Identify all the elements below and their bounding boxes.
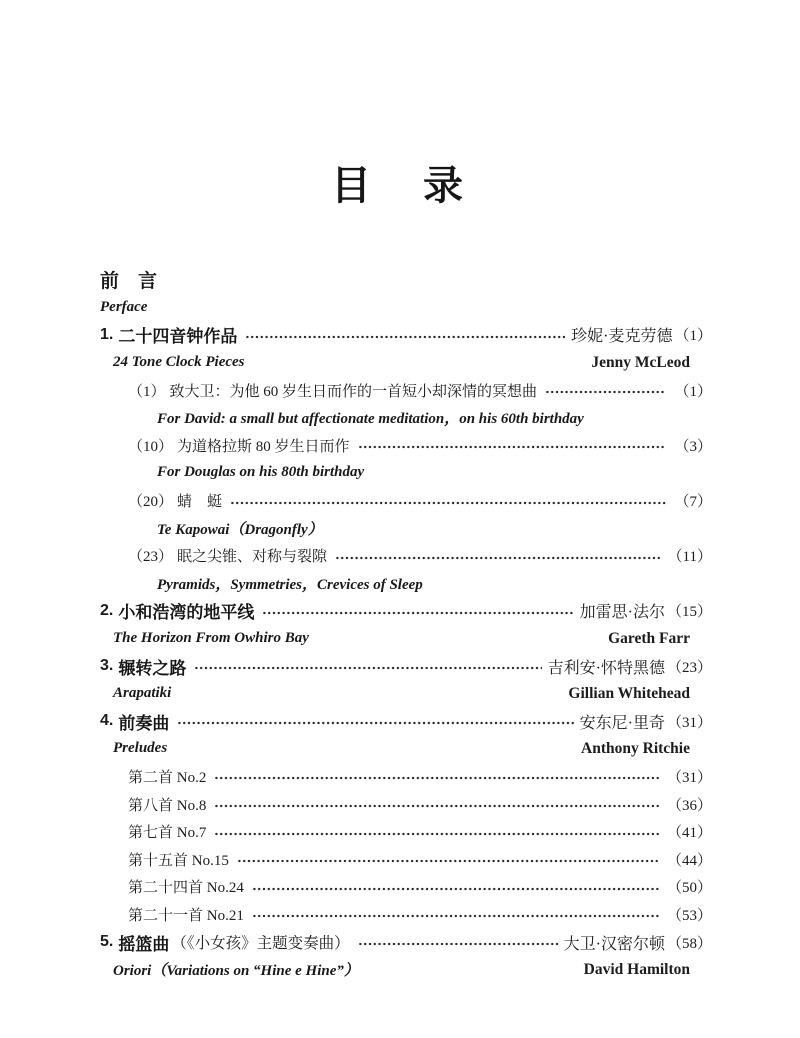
toc-entry-en-row [100,625,712,653]
subentry-page-number: （36） [666,797,712,814]
entry-author-en: Anthony Ritchie [581,739,690,757]
subentry-title-en: Pyramids，Symmetries，Crevices of Sleep [157,576,423,593]
toc-entry-cn-row [100,652,712,680]
dot-leader [358,938,558,950]
entry-title-cn: 二十四音钟作品 [118,327,238,347]
toc-entries [100,321,712,983]
toc-entry-en-row [100,349,712,377]
entry-title-en: Oriori（Variations on “Hine e Hine”） [113,963,359,980]
dot-leader [194,662,541,674]
preface-row-en [100,294,712,322]
subentry-title-cn: 第七首 No.7 [128,825,207,842]
entry-page-number: （31） [666,714,712,731]
toc-subentry-cn-row [100,763,712,791]
subentry-page-number: （53） [666,907,712,924]
entry-author-en: Jenny McLeod [591,353,690,371]
toc-entry-cn-row [100,321,712,349]
subentry-title-cn: 第二十一首 No.21 [128,907,244,924]
dot-leader [214,828,659,840]
entry-title-cn: 辗转之路 [118,658,187,678]
toc-subentry-cn-row [100,432,712,460]
toc-subentry-en-row [100,459,712,487]
entry-number: 2. [100,601,114,619]
entry-title-cn: 小和浩湾的地平线 [118,603,255,623]
preface-heading-en: Perface [100,298,148,315]
preface-heading-cn: 前 言 [100,271,158,293]
toc-entry-cn-row [100,708,712,736]
subentry-title-cn: 致大卫：为他 60 岁生日而作的一首短小却深情的冥想曲 [169,383,538,400]
entry-author-cn: 加雷思·法尔 [579,604,665,622]
subentry-title-cn: 第八首 No.8 [128,797,207,814]
entry-title-en: The Horizon From Owhiro Bay [113,630,309,647]
subentry-page-number: （7） [674,494,712,511]
entry-title-en: Preludes [113,740,168,757]
subentry-label: （10） [128,438,174,455]
toc-subentry-en-row [100,570,712,598]
entry-page-number: （58） [666,935,712,952]
dot-leader [177,717,573,729]
preface-row-cn [100,266,712,294]
subentry-label: （20） [128,494,174,511]
subentry-page-number: （31） [666,769,712,786]
subentry-title-en: Te Kapowai（Dragonfly） [157,521,323,538]
toc-subentry-cn-row [100,873,712,901]
subentry-page-number: （41） [666,825,712,842]
toc-subentry-cn-row [100,542,712,570]
entry-author-cn: 大卫·汉密尔顿 [563,935,665,953]
entry-number: 4. [100,712,114,730]
subentry-title-cn: 第二十四首 No.24 [128,880,244,897]
entry-author-en: David Hamilton [583,960,690,978]
toc-subentry-cn-row [100,901,712,929]
entry-title-cn: 摇篮曲 [118,934,170,954]
toc-entry-cn-row [100,928,712,956]
subentry-title-cn: 第二首 No.2 [128,769,207,786]
subentry-title-cn: 第十五首 No.15 [128,852,229,869]
subentry-title-cn: 为道格拉斯 80 岁生日而作 [177,438,350,455]
entry-author-cn: 珍妮·麦克劳德 [571,328,673,346]
entry-author-cn: 吉利安·怀特黑德 [547,659,665,677]
dot-leader [252,910,659,922]
toc-subentry-cn-row [100,487,712,515]
entry-title-en: 24 Tone Clock Pieces [113,354,245,371]
entry-number: 5. [100,933,114,951]
entry-author-en: Gillian Whitehead [568,684,690,702]
subentry-title-cn: 眠之尖锥、对称与裂隙 [177,549,328,566]
toc-subentry-en-row [100,404,712,432]
subentry-label: （1） [128,383,166,400]
dot-leader [245,331,565,343]
toc-subentry-en-row [100,514,712,542]
toc-list [100,266,712,983]
entry-number: 3. [100,657,114,675]
subentry-label: （23） [128,549,174,566]
subentry-page-number: （50） [666,880,712,897]
toc-entry-en-row [100,735,712,763]
subentry-title-en: For David: a small but affectionate meditation，on his 60th birthday [157,411,584,428]
entry-page-number: （1） [674,328,712,345]
subentry-page-number: （44） [666,852,712,869]
toc-entry-en-row [100,680,712,708]
toc-subentry-cn-row [100,818,712,846]
dot-leader [230,497,666,509]
dot-leader [358,441,667,453]
toc-subentry-cn-row [100,376,712,404]
page-title: 目 录 [331,163,469,208]
toc-entry-en-row [100,956,712,984]
entry-page-number: （15） [666,604,712,621]
toc-subentry-cn-row [100,845,712,873]
entry-number: 1. [100,325,114,343]
subentry-page-number: （1） [674,383,712,400]
dot-leader [545,386,666,398]
entry-title-cn-sub: （《小女孩》主题变奏曲） [171,935,350,953]
subentry-title-cn: 蜻 蜓 [177,494,223,511]
entry-title-en: Arapatiki [113,685,172,702]
dot-leader [214,800,659,812]
entry-page-number: （23） [666,659,712,676]
toc-entry-cn-row [100,597,712,625]
entry-title-cn: 前奏曲 [118,713,170,733]
dot-leader [252,883,659,895]
entry-author-cn: 安东尼·里奇 [579,714,665,732]
subentry-title-en: For Douglas on his 80th birthday [157,464,365,481]
dot-leader [214,772,659,784]
dot-leader [262,607,573,619]
toc-subentry-cn-row [100,790,712,818]
subentry-page-number: （3） [674,438,712,455]
subentry-page-number: （11） [667,549,712,566]
entry-author-en: Gareth Farr [608,629,690,647]
dot-leader [335,552,660,564]
dot-leader [237,855,659,867]
